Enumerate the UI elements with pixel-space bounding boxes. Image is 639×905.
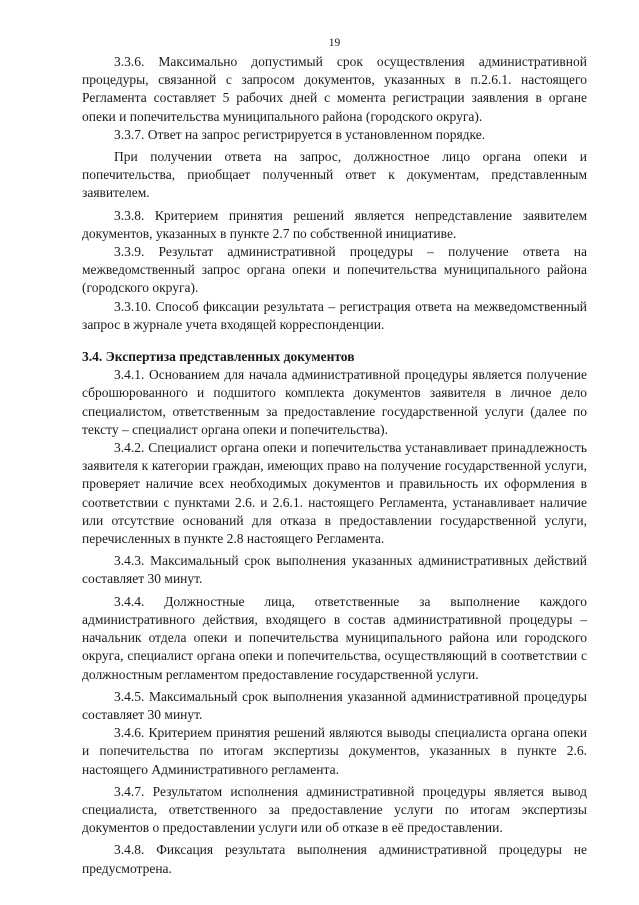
paragraph-3-4-2: 3.4.2. Специалист органа опеки и попечительства устанавливает принадлежность заявителя к категории граждан, имеющих право на получение государственной услуги, проверяет наличие всех необходимых документов и правильность их оформления в соответствии с пунктами 2.6. и 2.6.1. настоящего Регламента, устанавливает наличие или отсутствие оснований для отказа в предоставлении государственной услуги, перечисленных в пункте 2.8 настоящего Регламента. [82,440,587,547]
paragraph-3-4-4: 3.4.4. Должностные лица, ответственные за выполнение каждого административного действия, входящего в состав административной процедуры – начальник отдела опеки и попечительства муниципального района или городского округа, специалист органа опеки и попечительства, осуществляющий в соответствии с должностным регламентом предоставление государственной услуги. [82,593,587,682]
paragraph-response-attach: При получении ответа на запрос, должностное лицо органа опеки и попечительства, приобщает полученный ответ к документам, представленным заявителем. [82,149,587,201]
paragraph-3-4-1: 3.4.1. Основанием для начала административной процедуры является получение сброшюрованного и подшитого комплекта документов заявителя в личное дело специалистом, ответственным за предоставление государственной услуги (далее по тексту – специалист органа опеки и попечительства). [82,367,587,437]
paragraph-3-4-7: 3.4.7. Результатом исполнения административной процедуры является вывод специалиста, ответственного за предоставление услуги по итогам экспертизы документов о предоставлении услуги или об отказе в её предоставлении. [82,783,587,836]
paragraph-3-3-8: 3.3.8. Критерием принятия решений является непредставление заявителем документов, указанных в пункте 2.7 по собственной инициативе. [82,207,587,241]
paragraph-3-3-10: 3.3.10. Способ фиксации результата – регистрация ответа на межведомственный запрос в журнале учета входящей корреспонденции. [82,298,587,332]
paragraph-3-3-6: 3.3.6. Максимально допустимый срок осуществления административной процедуры, связанной с запросом документов, указанных в п.2.6.1. настоящего Регламента составляет 5 рабочих дней с момента регистрации заявления в органе опеки и попечительства муниципального района (городского округа). [82,54,587,124]
paragraph-3-3-9: 3.3.9. Результат административной процедуры – получение ответа на межведомственный запрос органа опеки и попечительства муниципального района (городского округа). [82,244,587,296]
page-number: 19 [328,37,341,49]
paragraph-3-4-5: 3.4.5. Максимальный срок выполнения указанной административной процедуры составляет 30 минут. [82,688,587,722]
paragraph-3-4-8: 3.4.8. Фиксация результата выполнения административной процедуры не предусмотрена. [82,842,587,876]
paragraph-3-4-3: 3.4.3. Максимальный срок выполнения указанных административных действий составляет 30 минут. [82,553,587,587]
paragraph-3-4-6: 3.4.6. Критерием принятия решений являются выводы специалиста органа опеки и попечительства по итогам экспертизы документов, указанных в пункте 2.6. настоящего Административного регламента. [82,725,587,777]
paragraph-3-3-7: 3.3.7. Ответ на запрос регистрируется в установленном порядке. [114,126,486,142]
section-heading-3-4: 3.4. Экспертиза представленных документов [82,349,355,365]
